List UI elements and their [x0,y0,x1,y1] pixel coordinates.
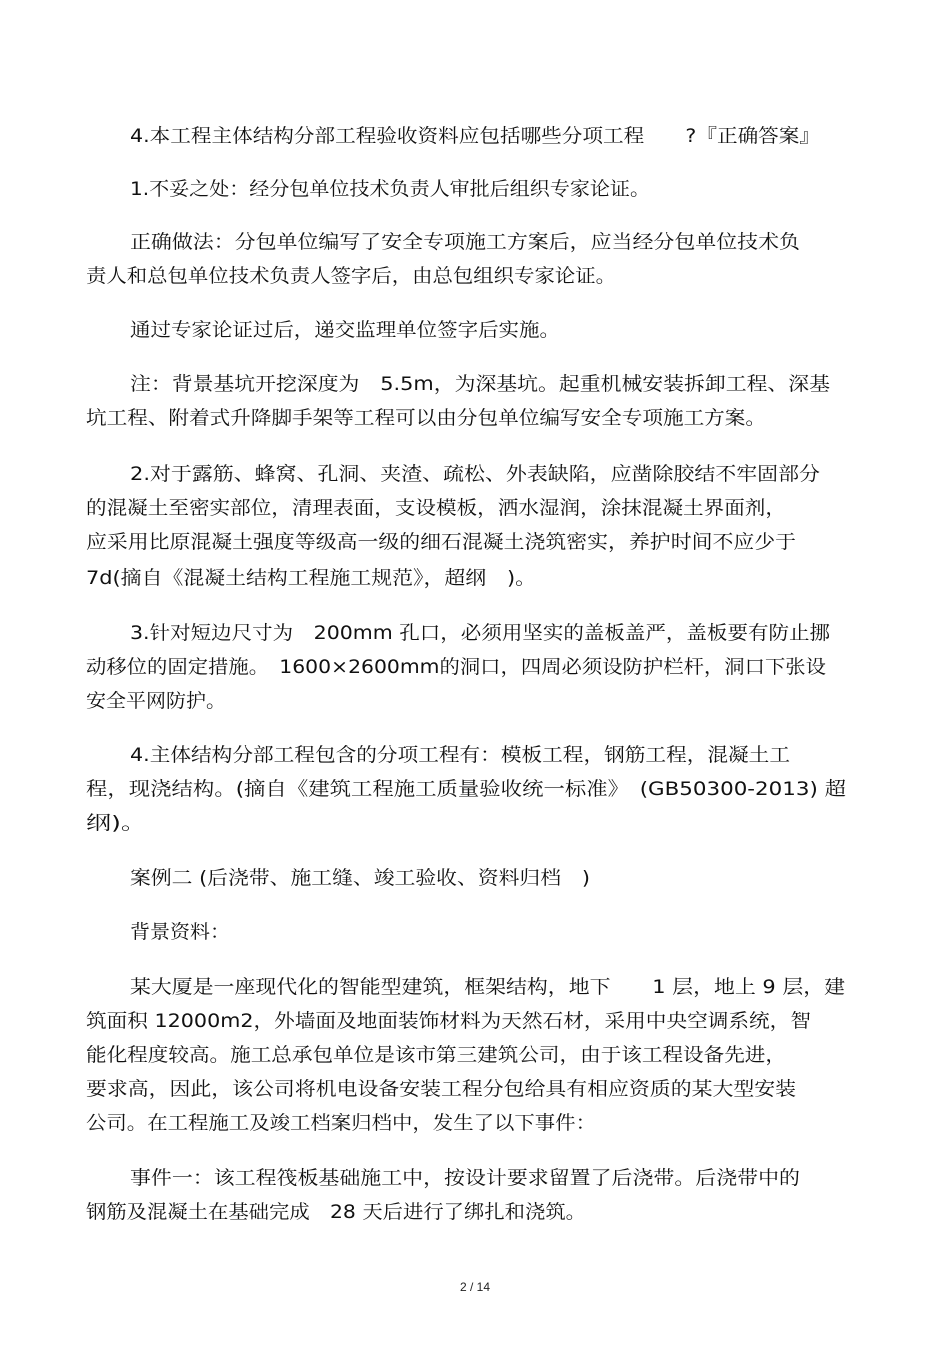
text-line: 3.针对短边尺寸为 200mm 孔口，必须用坚实的盖板盖严，盖板要有防止挪 [130,622,830,644]
text-line: 能化程度较高。施工总承包单位是该市第三建筑公司，由于该工程设备先进， [86,1044,786,1066]
text-line: 正确做法：分包单位编写了安全专项施工方案后，应当经分包单位技术负 [130,231,800,253]
text-line: 事件一：该工程筏板基础施工中，按设计要求留置了后浇带。后浇带中的 [130,1167,800,1189]
text-line: 应采用比原混凝土强度等级高一级的细石混凝土浇筑密实，养护时间不应少于 [86,531,797,553]
text-line: 公司。在工程施工及竣工档案归档中，发生了以下事件： [86,1112,596,1134]
text-line: 某大厦是一座现代化的智能型建筑，框架结构，地下 1 层，地上 9 层，建 [130,976,845,998]
text-line: 7d(摘自《混凝土结构工程施工规范》，超纲 )。 [86,567,536,589]
text-line: 纲)。 [86,812,146,834]
text-line: 通过专家论证过后，递交监理单位签字后实施。 [130,319,560,341]
text-line: 要求高，因此，该公司将机电设备安装工程分包给具有相应资质的某大型安装 [86,1078,797,1100]
text-line: 筑面积 12000m2，外墙面及地面装饰材料为天然石材，采用中央空调系统，智 [86,1010,811,1032]
page-number: 2 / 14 [459,1280,491,1294]
text-line: 4.本工程主体结构分部工程验收资料应包括哪些分项工程 ?『正确答案』 [130,125,820,147]
text-line: 安全平网防护。 [86,690,226,712]
text-line: 钢筋及混凝土在基础完成 28 天后进行了绑扎和浇筑。 [86,1201,586,1223]
text-line: 背景资料： [130,921,230,943]
text-line: 1.不妥之处：经分包单位技术负责人审批后组织专家论证。 [130,178,650,200]
text-line: 案例二 (后浇带、施工缝、竣工验收、资料归档 ) [130,867,590,889]
text-line: 4.主体结构分部工程包含的分项工程有：模板工程，钢筋工程，混凝土工 [130,744,790,766]
text-line: 程，现浇结构。(摘自《建筑工程施工质量验收统一标准》 (GB50300-2013) 超 [86,778,846,800]
text-line: 的混凝土至密实部位，清理表面，支设模板，洒水湿润，涂抹混凝土界面剂， [86,497,786,519]
text-line: 注：背景基坑开挖深度为 5.5m，为深基坑。起重机械安装拆卸工程、深基 [130,373,830,395]
text-line: 2.对于露筋、蜂窝、孔洞、夹渣、疏松、外表缺陷，应凿除胶结不牢固部分 [130,463,820,485]
text-line: 坑工程、附着式升降脚手架等工程可以由分包单位编写安全专项施工方案。 [86,407,766,429]
text-line: 动移位的固定措施。 1600×2600mm的洞口，四周必须设防护栏杆，洞口下张设 [86,656,826,678]
text-line: 责人和总包单位技术负责人签字后，由总包组织专家论证。 [86,265,616,287]
